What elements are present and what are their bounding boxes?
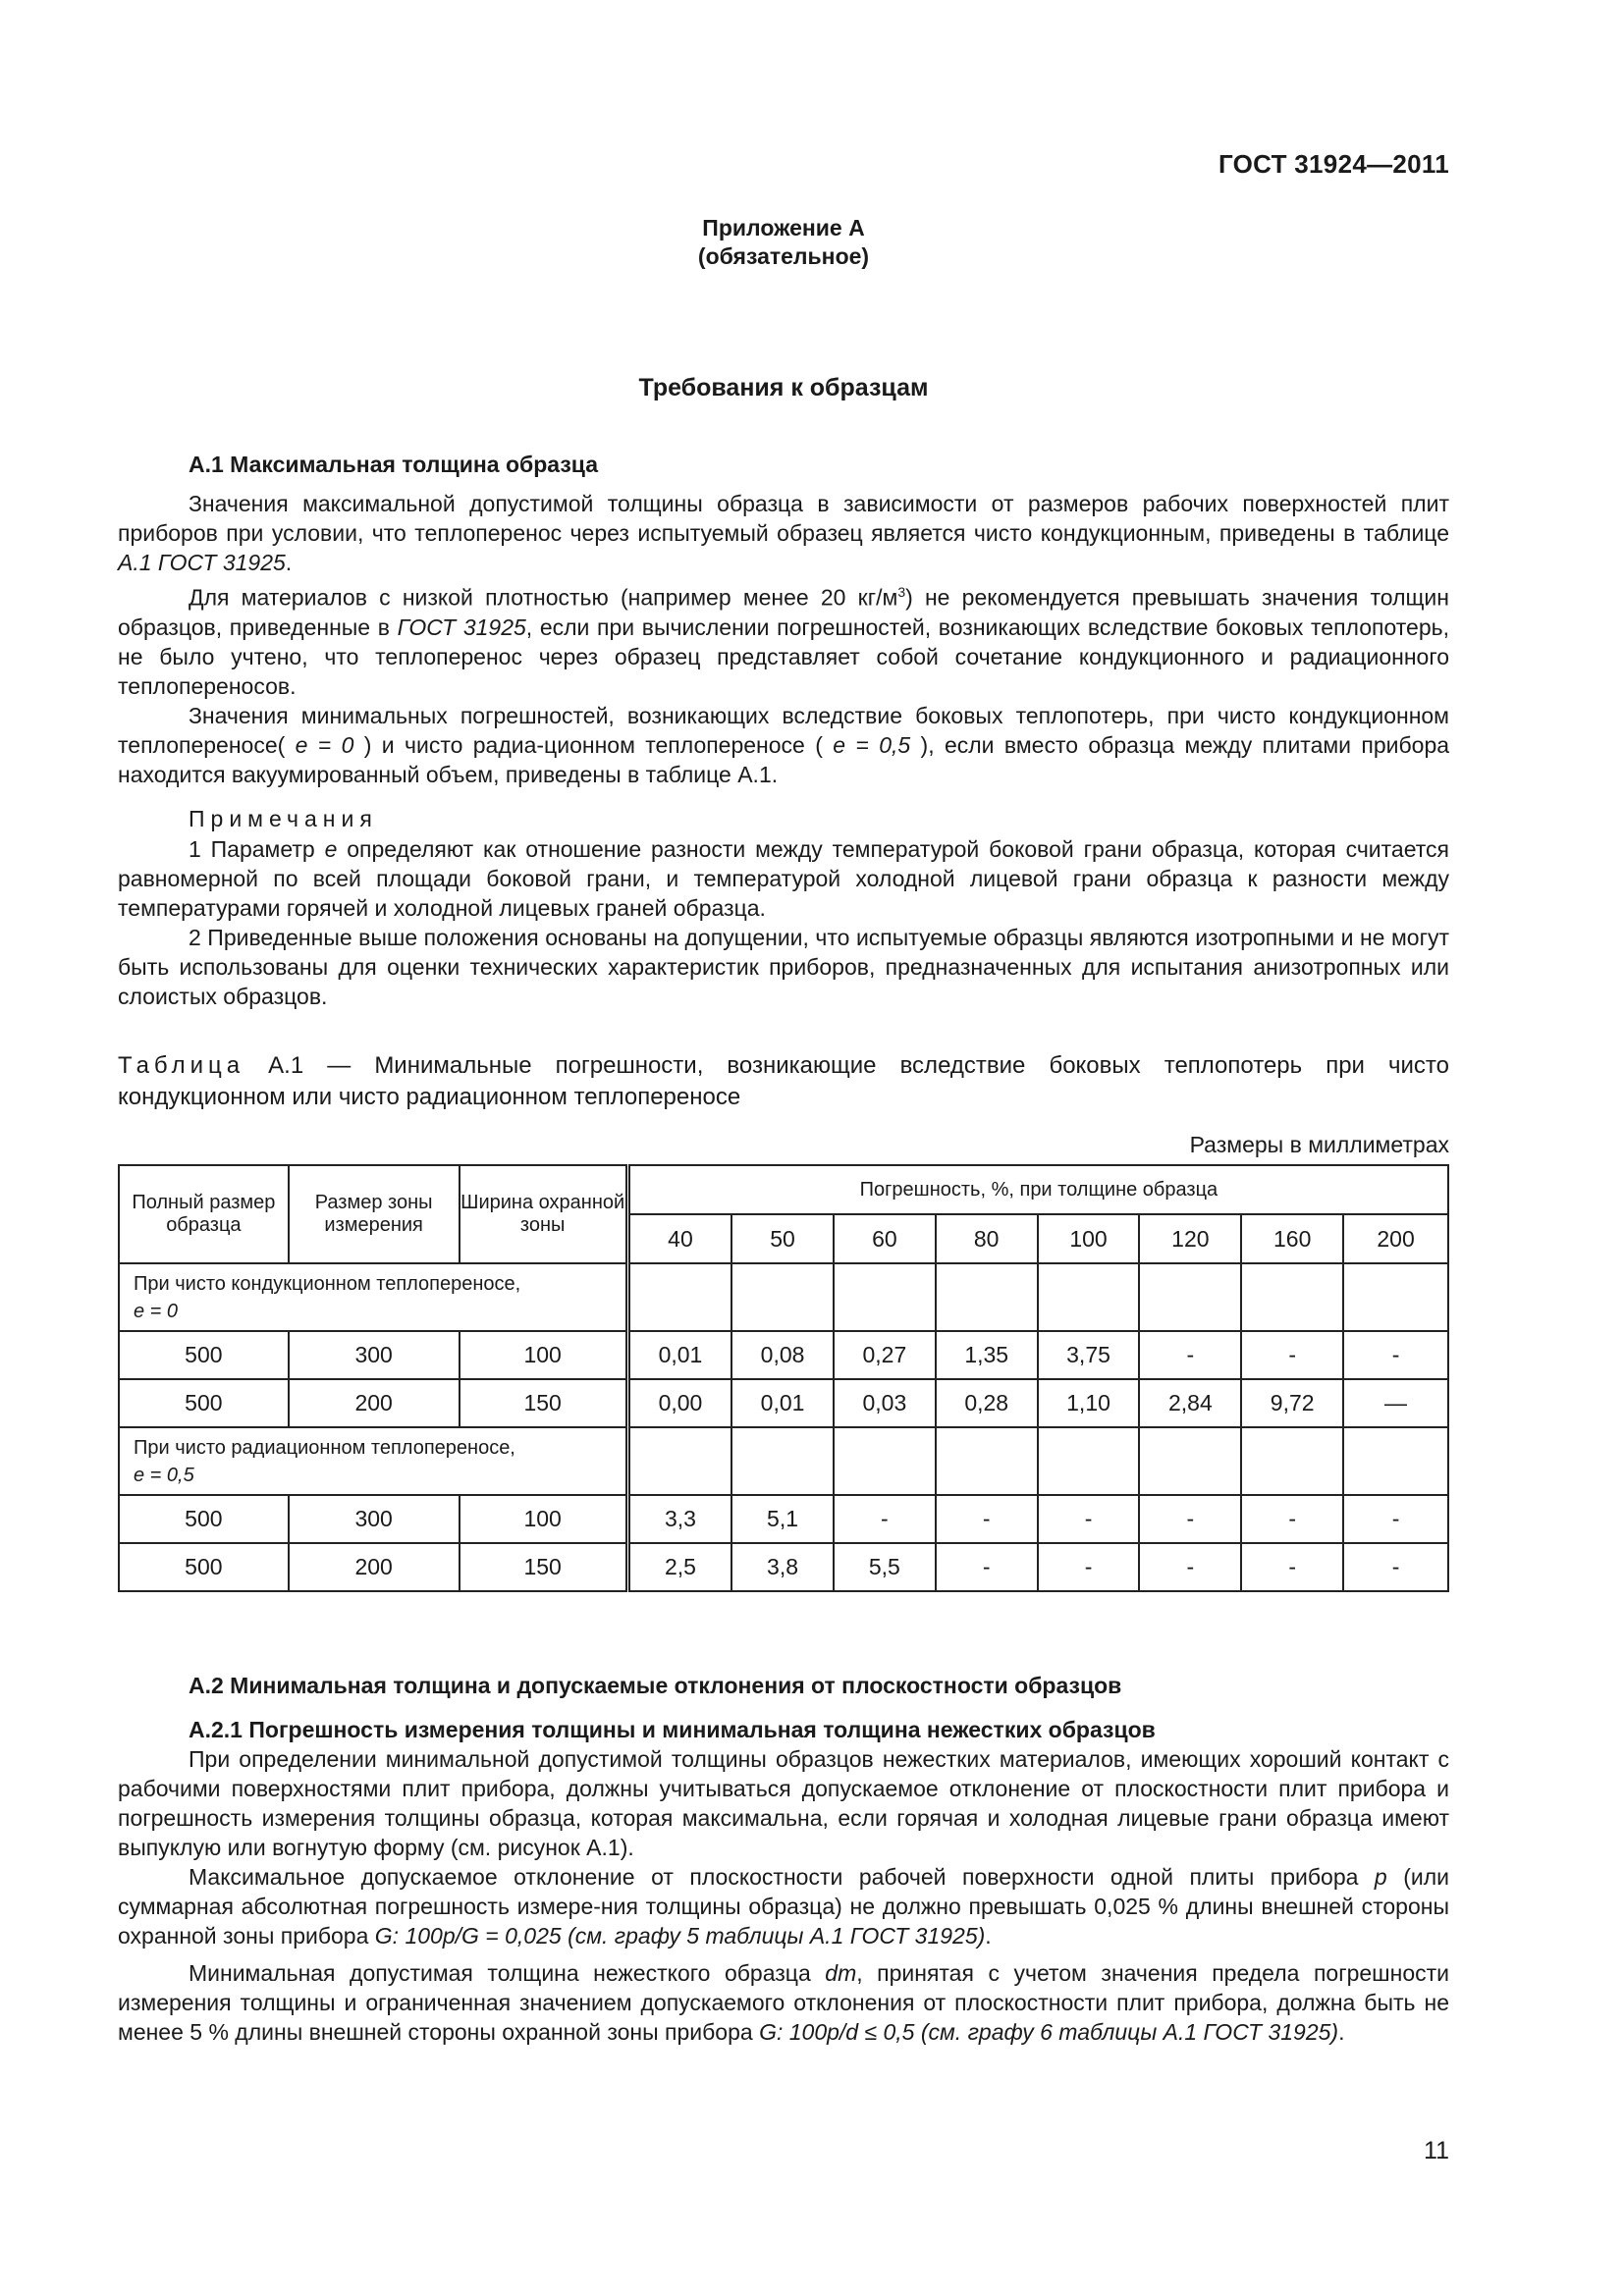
reference: (см. графу 6 таблицы А.1 ГОСТ 31925) (914, 2019, 1339, 2045)
table-cell (834, 1427, 936, 1495)
table-cell (936, 1263, 1038, 1331)
table-cell: 9,72 (1241, 1379, 1343, 1427)
table-row (119, 1495, 1448, 1543)
table-cell: 150 (460, 1379, 628, 1427)
paragraph: Значения минимальных погрешностей, возникающих вследствие боковых теплопотерь, при чисто кондукционном теплопереносе( е = 0 ) и чисто радиа-ционном теплопереносе ( е = 0,5 ), если вместо образца между плитами прибора находится вакуумированный объем, приведены в таблице А.1. (118, 702, 1450, 787)
reference: ГОСТ 31925 (397, 614, 526, 640)
standard-id: ГОСТ 31924—2011 (1218, 149, 1449, 179)
notes-heading: Примечания (189, 806, 378, 831)
header-thickness: 120 (1139, 1214, 1241, 1263)
header-error-group: Погрешность, %, при толщине образца (627, 1165, 1448, 1214)
section-a21-heading: А.2.1 Погрешность измерения толщины и минимальная толщина нежестких образцов (189, 1717, 1156, 1742)
table-cell: 2,84 (1139, 1379, 1241, 1427)
table-cell (627, 1263, 731, 1331)
paragraph: Для материалов с низкой плотностью (например менее 20 $кг/м^3$) не рекомендуется превышать значения толщин образцов, приведенные в ГОСТ 31925, если при вычислении погрешностей, возникающих вследствие боковых теплопотерь, не было учтено, что теплоперенос через образец представляет собой сочетание кондукционного и радиационного теплопереносов. (118, 584, 1449, 699)
table-units: Размеры в миллиметрах (1189, 1132, 1449, 1157)
paragraph: Значения максимальной допустимой толщины образца в зависимости от размеров рабочих поверхностей плит приборов при условии, что теплоперенос через испытуемый образец является чисто кондукционным, приведены в таблице А.1 ГОСТ 31925. (118, 491, 1449, 575)
table-cell: — (1343, 1379, 1448, 1427)
table-cell: 0,27 (834, 1331, 936, 1379)
formula: G: 100p/G = 0,025 (374, 1923, 562, 1949)
table-cell: - (936, 1495, 1038, 1543)
header-thickness: 50 (731, 1214, 834, 1263)
table-cell: - (1343, 1495, 1448, 1543)
table-cell: 0,03 (834, 1379, 936, 1427)
table-cell: 1,35 (936, 1331, 1038, 1379)
errors-table (118, 1164, 1449, 1592)
table-cell (834, 1263, 936, 1331)
table-cell: 5,1 (731, 1495, 834, 1543)
table-cell: 0,28 (936, 1379, 1038, 1427)
paragraph: Минимальная допустимая толщина нежесткого образца dm, принятая с учетом значения предела погрешности измерения толщины и ограниченная значением допускаемого отклонения от плоскостности плит прибора, должна быть не менее 5 % длины внешней стороны охранной зоны прибора G: 100p/d ≤ 0,5 (см. графу 6 таблицы А.1 ГОСТ 31925). (118, 1960, 1449, 2045)
header-thickness: 100 (1038, 1214, 1140, 1263)
table-cell: 0,01 (731, 1379, 834, 1427)
table-cell: - (1139, 1543, 1241, 1591)
section-a21-body (118, 1744, 1449, 2047)
header-thickness: 40 (627, 1214, 731, 1263)
table-cell (1343, 1263, 1448, 1331)
table-cell: 100 (460, 1331, 628, 1379)
table-cell: - (834, 1495, 936, 1543)
table-cell: 500 (119, 1379, 289, 1427)
table-cell (1343, 1427, 1448, 1495)
reference: А.1 ГОСТ 31925 (118, 550, 286, 575)
page-number: 11 (1424, 2137, 1449, 2164)
table-cell: - (1241, 1495, 1343, 1543)
header-thickness: 200 (1343, 1214, 1448, 1263)
table-cell (627, 1427, 731, 1495)
table-cell: 150 (460, 1543, 628, 1591)
note-1: 1 Параметр е определяют как отношение разности между температурой боковой грани образца, которая считается равномерной по всей площади боковой грани, и температурой холодной лицевой грани образца к разности между температурами горячей и холодной лицевых граней образца. (118, 836, 1449, 921)
table-cell: 0,08 (731, 1331, 834, 1379)
table-cell: 500 (119, 1495, 289, 1543)
section-a1-heading: А.1 Максимальная толщина образца (189, 452, 598, 477)
table-caption: Таблица А.1 — Минимальные погрешности, возникающие вследствие боковых теплопотерь при чисто кондукционном или чисто радиационном теплопереносе (118, 1052, 1449, 1110)
table-cell: 5,5 (834, 1543, 936, 1591)
table-row (119, 1543, 1448, 1591)
paragraph: При определении минимальной допустимой толщины образцов нежестких материалов, имеющих хороший контакт с рабочими поверхностями плит прибора, должны учитываться допускаемое отклонение от плоскостности плит прибора и погрешность измерения толщины образца, которая максимальна, если горячая и холодная лицевые грани образца имеют выпуклую или вогнутую форму (см. рисунок А.1). (118, 1746, 1449, 1860)
table-cell: - (1139, 1331, 1241, 1379)
annex-status: (обязательное) (697, 243, 870, 269)
table-cell (731, 1427, 834, 1495)
table-cell: 0,01 (627, 1331, 731, 1379)
table-cell: 100 (460, 1495, 628, 1543)
table-cell: 1,10 (1038, 1379, 1140, 1427)
header-thickness: 160 (1241, 1214, 1343, 1263)
table-cell: 3,75 (1038, 1331, 1140, 1379)
table-cell: - (1241, 1331, 1343, 1379)
table-cell (731, 1263, 834, 1331)
section-radiative-label: При чисто радиационном теплопереносе, е = 0,5 (119, 1427, 627, 1495)
reference: (см. графу 5 таблицы А.1 ГОСТ 31925) (561, 1923, 986, 1949)
table-cell: 3,8 (731, 1543, 834, 1591)
table-cell (1139, 1263, 1241, 1331)
table-cell (1241, 1427, 1343, 1495)
table-cell: - (1038, 1495, 1140, 1543)
paragraph: Максимальное допускаемое отклонение от плоскостности рабочей поверхности одной плиты прибора p (или суммарная абсолютная погрешность измере-ния толщины образца) не должно превышать 0,025 % длины внешней стороны охранной зоны прибора G: 100p/G = 0,025 (см. графу 5 таблицы А.1 ГОСТ 31925). (118, 1864, 1449, 1949)
table-cell: - (936, 1543, 1038, 1591)
table-cell: 2,5 (627, 1543, 731, 1591)
section-a2-heading: А.2 Минимальная толщина и допускаемые отклонения от плоскостности образцов (189, 1673, 1122, 1698)
table-cell: 200 (289, 1543, 460, 1591)
table-cell: - (1241, 1543, 1343, 1591)
table-cell (1139, 1427, 1241, 1495)
table-cell (1038, 1427, 1140, 1495)
table-cell: 3,3 (627, 1495, 731, 1543)
table-cell: - (1343, 1543, 1448, 1591)
table-cell: 500 (119, 1543, 289, 1591)
table-cell: 300 (289, 1331, 460, 1379)
header-thickness: 80 (936, 1214, 1038, 1263)
table-cell: - (1343, 1331, 1448, 1379)
section-conductive-label: При чисто кондукционном теплопереносе, е = 0 (119, 1263, 627, 1331)
table-cell (1038, 1263, 1140, 1331)
formula: G: 100p/d ≤ 0,5 (759, 2019, 915, 2045)
table-cell: 300 (289, 1495, 460, 1543)
section-a1-body (118, 489, 1449, 789)
annex-heading (118, 214, 1449, 271)
table-row (119, 1331, 1448, 1379)
notes-body (118, 834, 1449, 1011)
header-guard-width: Ширина охранной зоны (460, 1165, 628, 1263)
document-title: Требования к образцам (638, 374, 929, 401)
table-cell: 500 (119, 1331, 289, 1379)
table-cell (1241, 1263, 1343, 1331)
table-row (119, 1379, 1448, 1427)
table-cell: 200 (289, 1379, 460, 1427)
annex-title: Приложение А (702, 215, 865, 240)
table-cell: - (1038, 1543, 1140, 1591)
note-2: 2 Приведенные выше положения основаны на допущении, что испытуемые образцы являются изотропными и не могут быть использованы для оценки технических характеристик приборов, предназначенных для испытания анизотропных или слоистых образцов. (118, 925, 1449, 1009)
table-cell: - (1139, 1495, 1241, 1543)
table-cell (936, 1427, 1038, 1495)
header-full-size: Полный размер образца (119, 1165, 289, 1263)
table-cell: 0,00 (627, 1379, 731, 1427)
header-thickness: 60 (834, 1214, 936, 1263)
header-measure-zone: Размер зоны измерения (289, 1165, 460, 1263)
